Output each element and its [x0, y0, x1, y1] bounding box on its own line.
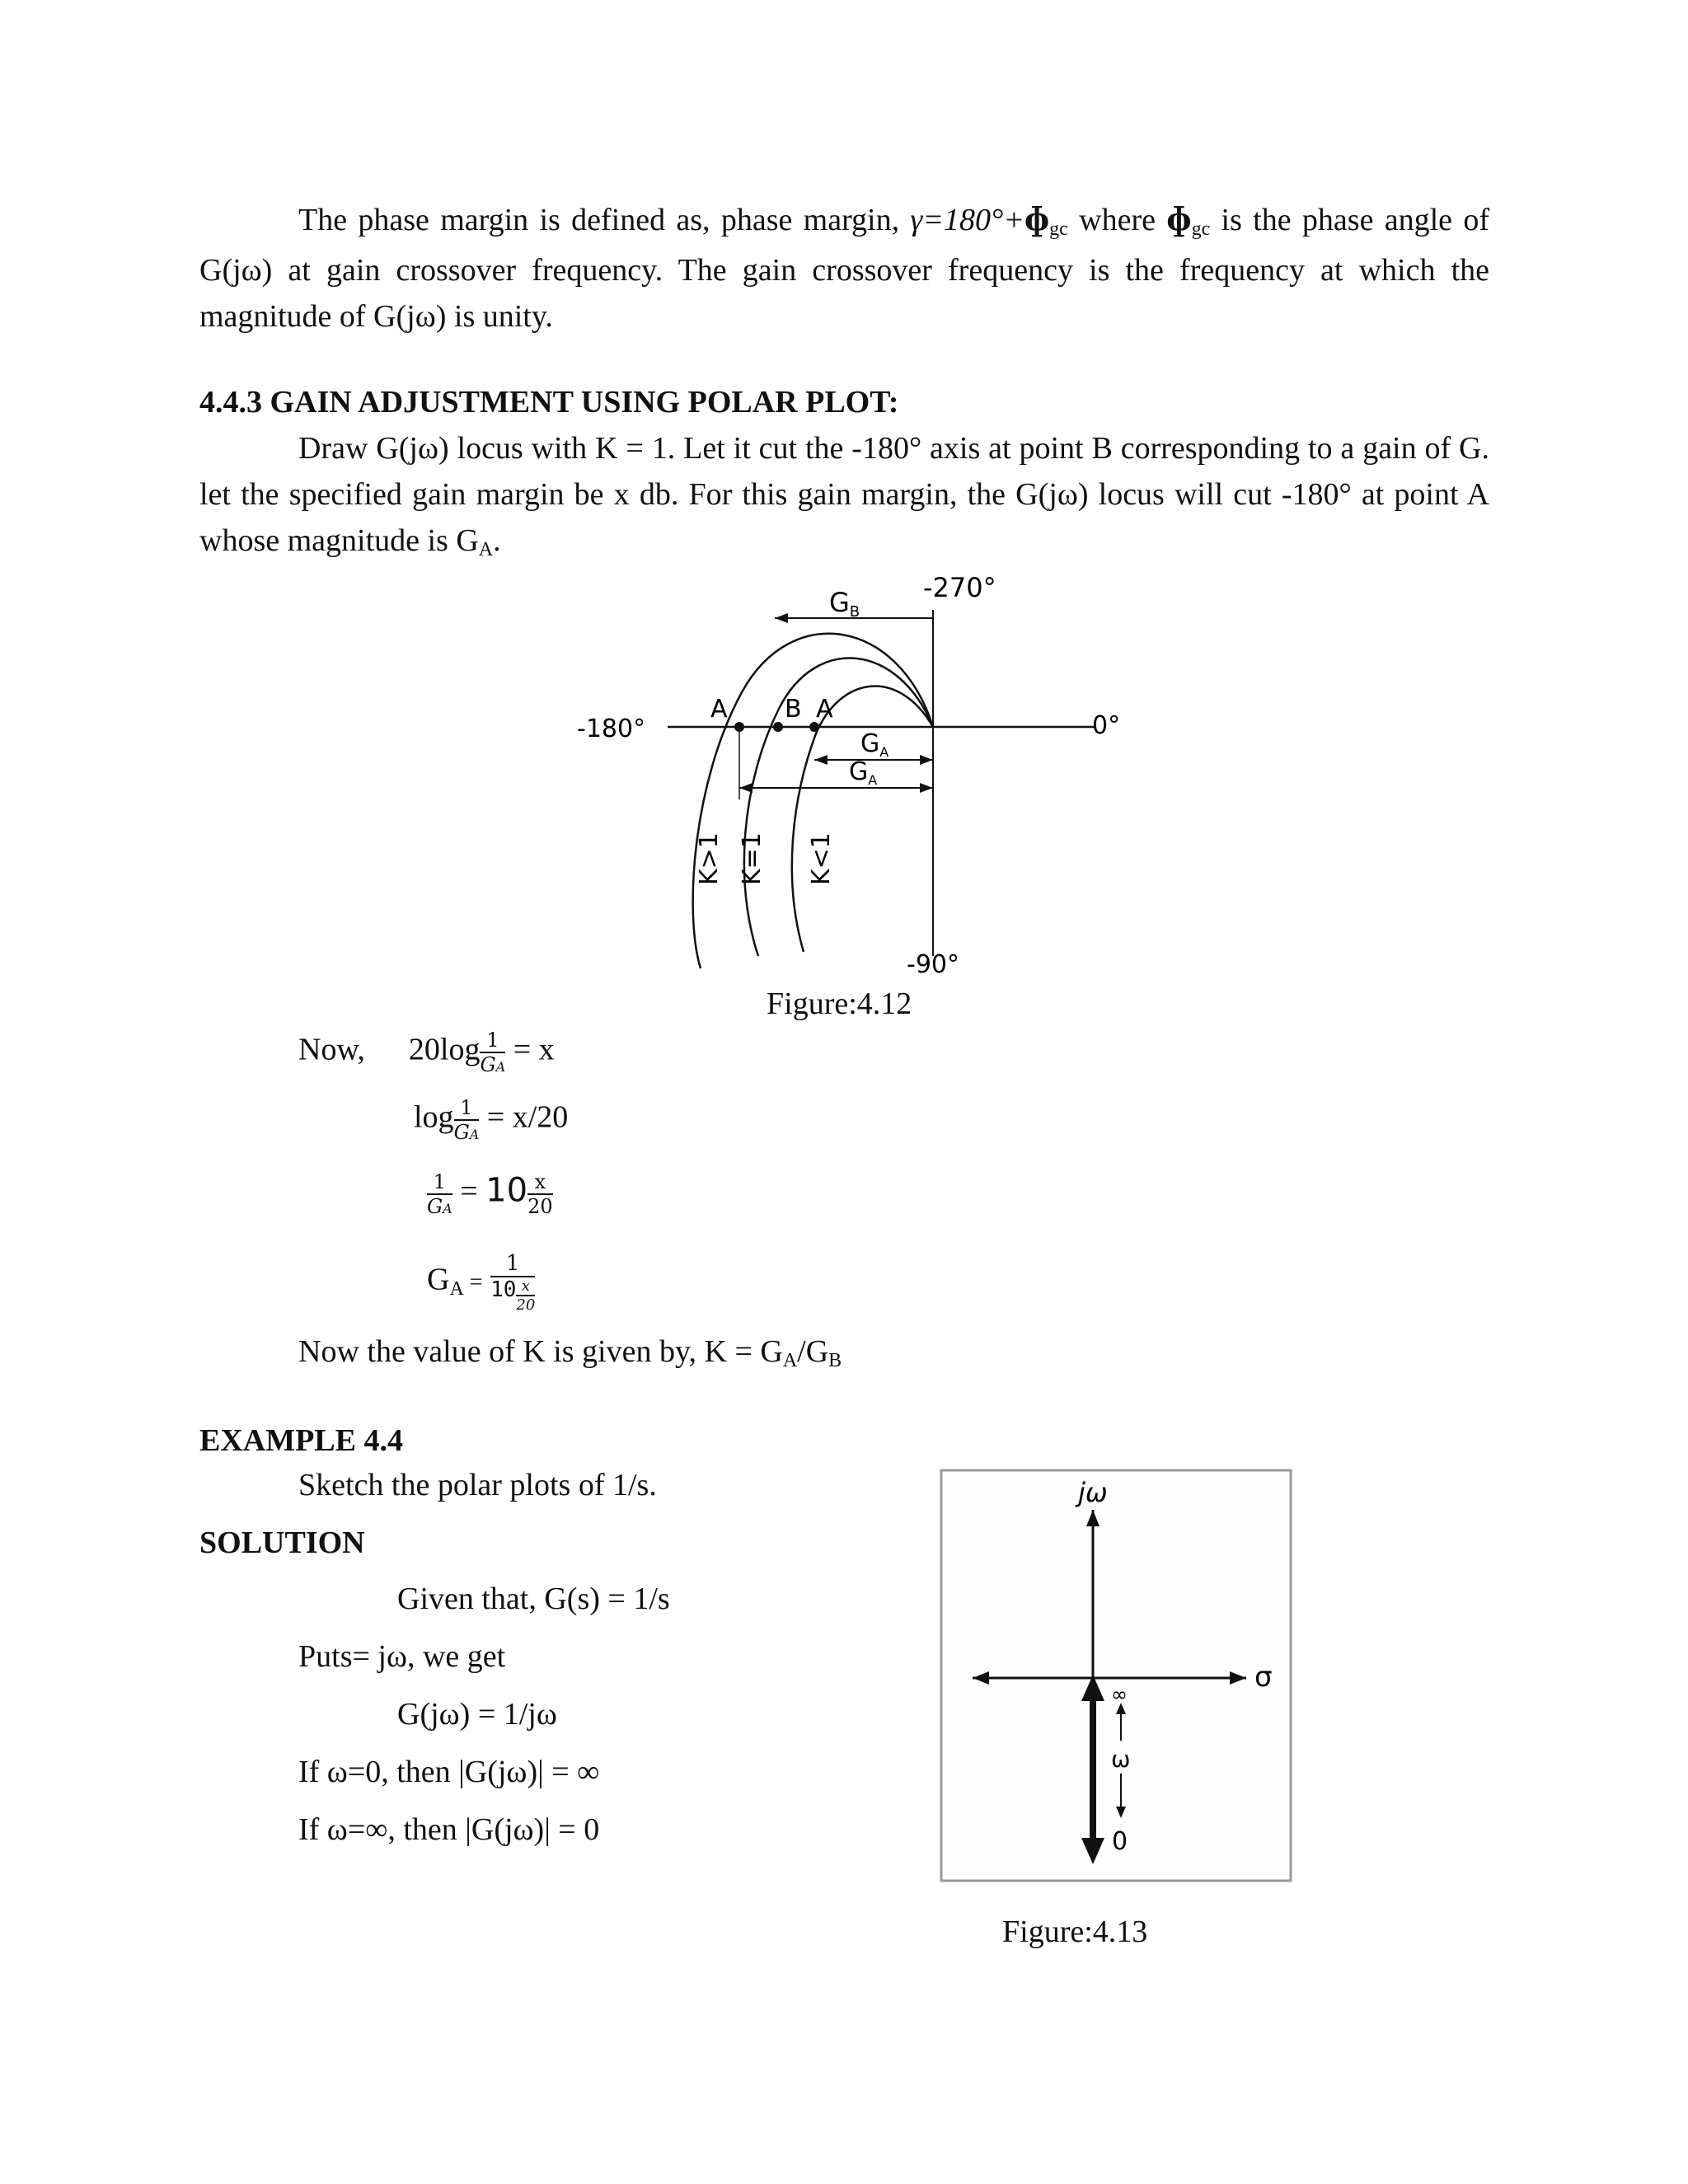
if-omega-inf-line: If ω=∞, then |G(jω)| = 0: [298, 1812, 600, 1847]
fraction: 1 10 $\frac{x}{20}$: [490, 1251, 536, 1314]
label-zero: 0: [1112, 1827, 1128, 1856]
subscript: gc: [1191, 218, 1211, 240]
label-zero-degrees: 0°: [1092, 711, 1121, 740]
label-omega: ω: [1111, 1746, 1131, 1773]
now-label: Now,: [298, 1032, 365, 1067]
phi-symbol: ɸ: [1024, 200, 1050, 237]
fraction: $\frac{1}{GA}$: [453, 1096, 480, 1144]
text: where: [1067, 203, 1167, 237]
label-minus-270: -270°: [923, 572, 996, 603]
base-ten: 10: [485, 1171, 528, 1210]
label-a-inner: A: [816, 695, 833, 724]
example-task: Sketch the polar plots of 1/s.: [298, 1468, 657, 1502]
curve-k-eq-1: [744, 658, 933, 956]
puts-line: Puts= jω, we get: [298, 1639, 506, 1674]
subscript: A: [449, 1277, 464, 1300]
text: 20log: [408, 1032, 481, 1067]
section-heading: 4.4.3 GAIN ADJUSTMENT USING POLAR PLOT:: [199, 385, 899, 419]
label-ga-upper: $G_A$: [860, 729, 889, 760]
label-ga-lower: $G_A$: [849, 757, 878, 788]
gain-adjustment-paragraph: [199, 425, 1489, 568]
text: .: [493, 523, 501, 558]
subscript: A: [478, 539, 494, 560]
label-minus-180: -180°: [577, 715, 646, 743]
text: = x/20: [486, 1099, 569, 1135]
subscript: B: [828, 1350, 842, 1371]
label-jw: jω: [1078, 1477, 1108, 1508]
subscript: gc: [1049, 218, 1068, 240]
equation-2: [414, 1096, 568, 1144]
label-gb: GB: [829, 587, 860, 621]
text: is the phase angle of G(jω) at gain crossover frequency. The gain crossover frequency is the frequency at which the magnitude of G(jω) is unity.: [199, 203, 1489, 334]
phi-symbol: ɸ: [1166, 200, 1192, 237]
curve-k-gt-1: [693, 634, 933, 968]
example-heading: EXAMPLE 4.4: [199, 1423, 403, 1458]
gamma-expression: γ=180°+: [910, 203, 1025, 237]
text: Draw G(jω) locus with K = 1. Let it cut the -180° axis at point B corresponding to a gain of G. let the specified gain margin be x db. For this gain margin, the G(jω) locus will cut -180° at point A whose magnitude is G: [199, 431, 1489, 558]
figure-4-13-polar-plot: [940, 1469, 1292, 1882]
solution-heading: SOLUTION: [199, 1526, 365, 1560]
phase-margin-paragraph: [199, 196, 1489, 340]
fraction: $\frac{1}{GA}$: [480, 1029, 506, 1076]
text: =: [460, 1174, 478, 1209]
text: Now the value of K is given by, K = G: [298, 1334, 783, 1369]
exponent: $\frac{x}{20}$: [528, 1170, 553, 1218]
label-k-eq-1: K=1: [738, 832, 767, 885]
text: = x: [513, 1032, 555, 1067]
k-value-line: [298, 1333, 842, 1370]
figure-4-13-caption: Figure:4.13: [1002, 1915, 1148, 1949]
gjw-line: G(jω) = 1/jω: [397, 1697, 557, 1732]
text: log: [414, 1099, 454, 1135]
equation-1: [298, 1029, 555, 1076]
text: G: [427, 1262, 450, 1297]
arrow-head: [775, 613, 788, 623]
text: =: [463, 1269, 483, 1296]
label-infinity: ∞: [1111, 1683, 1128, 1706]
arrow-head: [920, 783, 933, 793]
label-minus-90: -90°: [907, 950, 959, 979]
figure-4-12-caption: Figure:4.12: [767, 987, 912, 1021]
given-line: Given that, G(s) = 1/s: [397, 1582, 670, 1616]
arrow-head: [739, 783, 753, 793]
label-sigma: σ: [1254, 1661, 1273, 1694]
text: /G: [797, 1334, 829, 1369]
label-b: B: [785, 695, 802, 724]
label-a: A: [710, 695, 728, 724]
text: The phase margin is defined as, phase margin,: [298, 203, 911, 237]
subscript: A: [782, 1350, 798, 1371]
label-k-lt-1: K<1: [807, 832, 836, 885]
label-k-gt-1: K>1: [695, 832, 724, 885]
arrow-head: [814, 755, 828, 765]
equation-4: [427, 1251, 535, 1314]
equation-3: [427, 1170, 553, 1218]
fraction: $\frac{1}{GA}$: [427, 1170, 452, 1218]
if-omega-zero-line: If ω=0, then |G(jω)| = ∞: [298, 1755, 600, 1789]
figure-4-12-polar-plot: [569, 569, 1121, 1005]
point-b: [773, 722, 783, 732]
arrow-head: [920, 755, 933, 765]
